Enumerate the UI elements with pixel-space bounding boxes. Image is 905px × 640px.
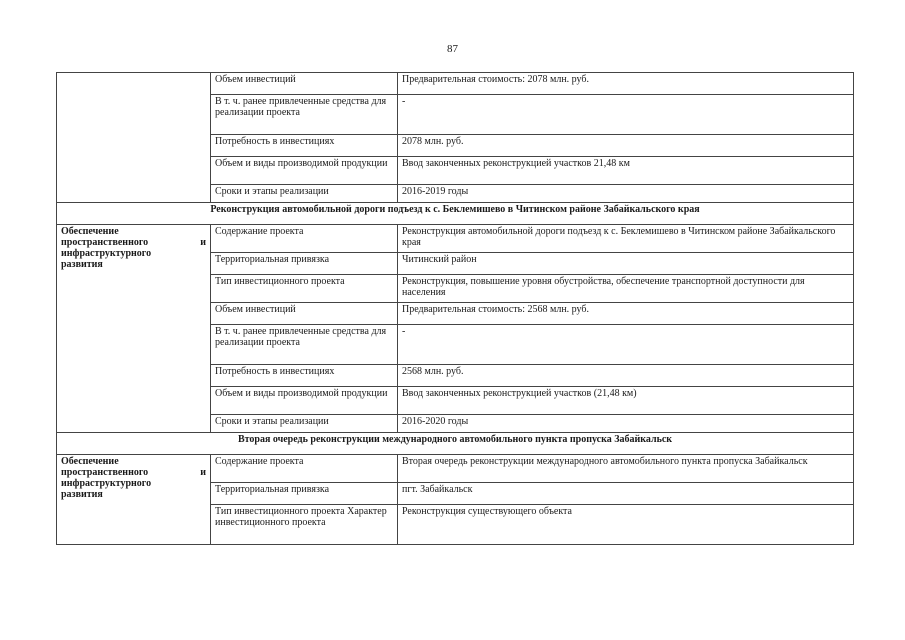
- row-value: Реконструкция автомобильной дороги подъезд к с. Беклемишево в Читинском районе Забайкальского края: [398, 225, 854, 253]
- section-header-row: [57, 203, 854, 225]
- row-label: Сроки и этапы реализации: [211, 415, 398, 433]
- category-label: [61, 226, 206, 270]
- row-value: Ввод законченных реконструкцией участков 21,48 км: [398, 157, 854, 185]
- row-value: Вторая очередь реконструкции международного автомобильного пункта пропуска Забайкальск: [398, 455, 854, 483]
- row-label: Объем и виды производимой продукции: [211, 387, 398, 415]
- investment-projects-table: [56, 72, 854, 545]
- row-label: Тип инвестиционного проекта Характер инвестиционного проекта: [211, 505, 398, 545]
- row-value: 2016-2019 годы: [398, 185, 854, 203]
- section-title: Вторая очередь реконструкции международного автомобильного пункта пропуска Забайкальск: [57, 433, 854, 455]
- category-line: пространственного и: [61, 467, 206, 478]
- section-header-row: [57, 433, 854, 455]
- category-line: пространственного и: [61, 237, 206, 248]
- table-row: [57, 455, 854, 483]
- row-value: -: [398, 95, 854, 135]
- row-value: Реконструкция существующего объекта: [398, 505, 854, 545]
- row-label: Потребность в инвестициях: [211, 365, 398, 387]
- row-label: Территориальная привязка: [211, 253, 398, 275]
- row-value: 2078 млн. руб.: [398, 135, 854, 157]
- row-value: 2016-2020 годы: [398, 415, 854, 433]
- table-row: [57, 225, 854, 253]
- category-line: Обеспечение: [61, 226, 119, 237]
- category-cell: [57, 455, 211, 545]
- category-line: инфраструктурного: [61, 478, 152, 489]
- row-value: Реконструкция, повышение уровня обустройства, обеспечение транспортной доступности для населения: [398, 275, 854, 303]
- category-line: Обеспечение: [61, 456, 119, 467]
- category-line: инфраструктурного: [61, 248, 152, 259]
- row-value: Предварительная стоимость: 2568 млн. руб.: [398, 303, 854, 325]
- row-label: Тип инвестиционного проекта: [211, 275, 398, 303]
- row-label: В т. ч. ранее привлеченные средства для реализации проекта: [211, 95, 398, 135]
- row-value: -: [398, 325, 854, 365]
- row-label: Объем инвестиций: [211, 73, 398, 95]
- row-label: В т. ч. ранее привлеченные средства для реализации проекта: [211, 325, 398, 365]
- category-cell-empty: [57, 73, 211, 203]
- category-line: развития: [61, 259, 103, 270]
- row-label: Содержание проекта: [211, 455, 398, 483]
- row-label: Потребность в инвестициях: [211, 135, 398, 157]
- row-value: Ввод законченных реконструкцией участков (21,48 км): [398, 387, 854, 415]
- row-label: Объем и виды производимой продукции: [211, 157, 398, 185]
- row-label: Сроки и этапы реализации: [211, 185, 398, 203]
- category-line: развития: [61, 489, 103, 500]
- row-value: Предварительная стоимость: 2078 млн. руб.: [398, 73, 854, 95]
- category-cell: [57, 225, 211, 433]
- page-number: 87: [447, 43, 458, 55]
- row-value: пгт. Забайкальск: [398, 483, 854, 505]
- row-value: 2568 млн. руб.: [398, 365, 854, 387]
- row-value: Читинский район: [398, 253, 854, 275]
- row-label: Содержание проекта: [211, 225, 398, 253]
- row-label: Территориальная привязка: [211, 483, 398, 505]
- category-label: [61, 456, 206, 500]
- section-title: Реконструкция автомобильной дороги подъезд к с. Беклемишево в Читинском районе Забайкальского края: [57, 203, 854, 225]
- table-row: [57, 73, 854, 95]
- row-label: Объем инвестиций: [211, 303, 398, 325]
